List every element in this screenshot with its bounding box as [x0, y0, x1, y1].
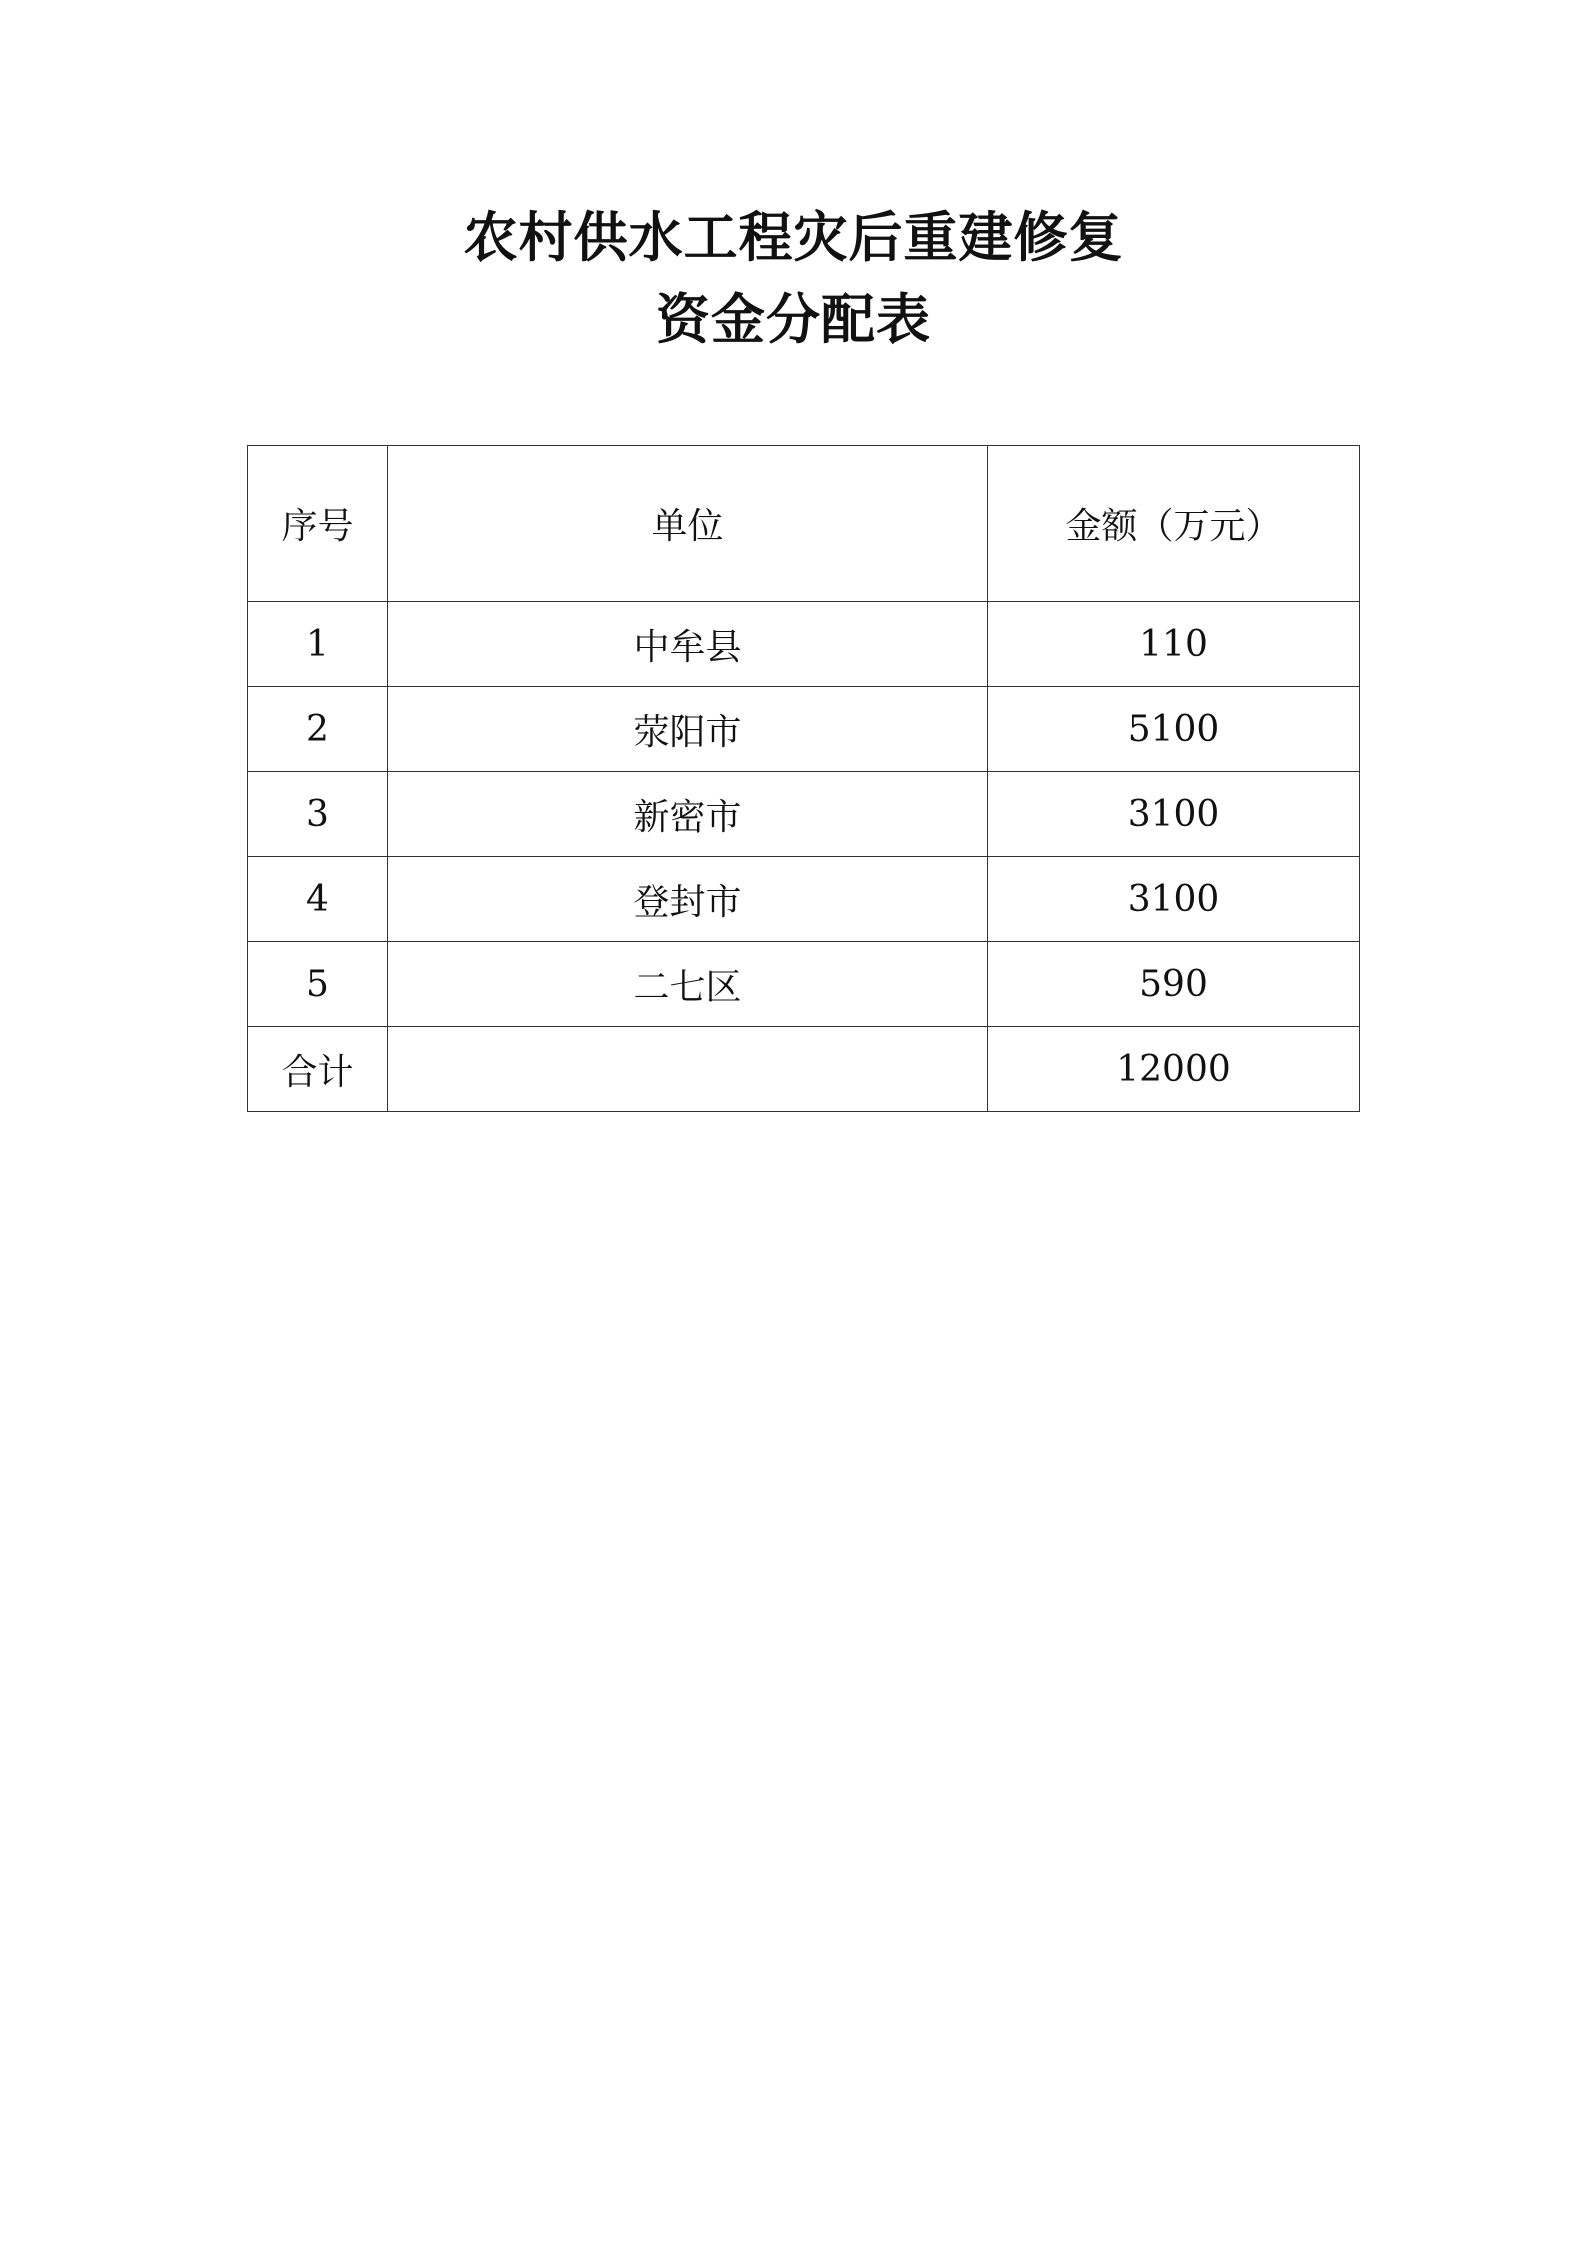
row-amount: 590 — [988, 942, 1360, 1027]
table-row — [248, 602, 1360, 687]
row-amount: 110 — [988, 602, 1360, 687]
table-row — [248, 687, 1360, 772]
table-total-row — [248, 1027, 1360, 1112]
row-serial-number: 5 — [248, 942, 388, 1027]
header-serial-number: 序号 — [248, 446, 388, 602]
header-unit: 单位 — [388, 446, 988, 602]
document-title-line-1: 农村供水工程灾后重建修复 — [463, 206, 1124, 269]
row-unit: 登封市 — [388, 857, 988, 942]
header-amount: 金额（万元） — [988, 446, 1360, 602]
table-row — [248, 772, 1360, 857]
total-label: 合计 — [248, 1027, 388, 1112]
table-row — [248, 857, 1360, 942]
total-amount: 12000 — [988, 1027, 1360, 1112]
row-serial-number: 2 — [248, 687, 388, 772]
fund-allocation-table — [247, 445, 1360, 1112]
row-serial-number: 1 — [248, 602, 388, 687]
row-amount: 5100 — [988, 687, 1360, 772]
document-title-line-2: 资金分配表 — [656, 288, 931, 351]
row-unit: 荥阳市 — [388, 687, 988, 772]
row-unit: 中牟县 — [388, 602, 988, 687]
row-amount: 3100 — [988, 857, 1360, 942]
row-serial-number: 4 — [248, 857, 388, 942]
table-row — [248, 942, 1360, 1027]
row-unit: 二七区 — [388, 942, 988, 1027]
total-unit — [388, 1027, 988, 1112]
row-unit: 新密市 — [388, 772, 988, 857]
table-header-row — [248, 446, 1360, 602]
row-serial-number: 3 — [248, 772, 388, 857]
row-amount: 3100 — [988, 772, 1360, 857]
